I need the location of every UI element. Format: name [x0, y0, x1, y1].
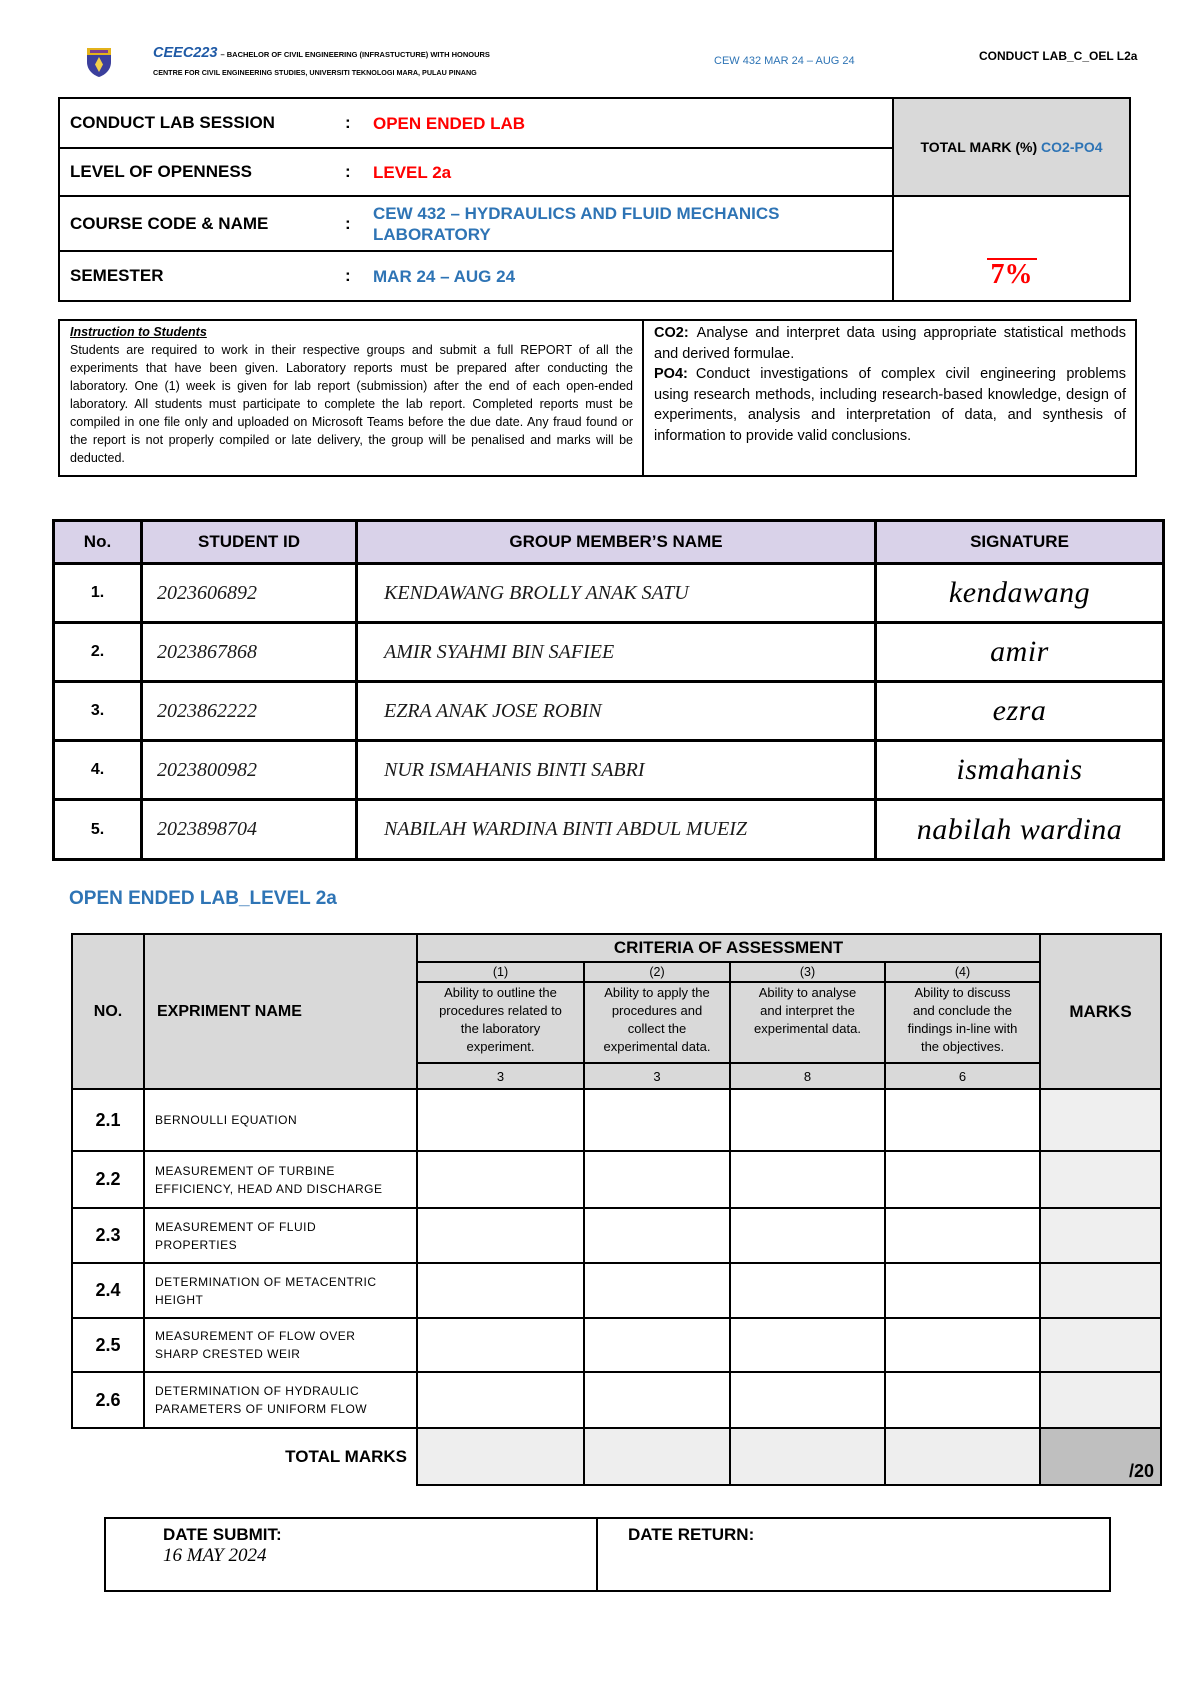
- criterion-score-cell: [885, 1089, 1040, 1151]
- info-label-course: COURSE CODE & NAME: [59, 196, 345, 251]
- experiment-row: [72, 1372, 1161, 1428]
- member-signature: nabilah wardina: [876, 800, 1164, 860]
- info-value-semester: MAR 24 – AUG 24: [373, 251, 893, 301]
- criterion-score-cell: [730, 1089, 885, 1151]
- info-label-semester: SEMESTER: [59, 251, 345, 301]
- criterion-number: (4): [885, 962, 1040, 982]
- member-row: [54, 741, 1164, 800]
- criterion-number: (3): [730, 962, 885, 982]
- total-mark-label: TOTAL MARK (%): [920, 139, 1038, 155]
- criterion-score-cell: [730, 1151, 885, 1208]
- group-header-row: [54, 521, 1164, 564]
- criterion-score-cell: [885, 1151, 1040, 1208]
- experiment-number: 2.6: [72, 1372, 144, 1428]
- criterion-score-cell: [417, 1089, 584, 1151]
- group-members-table: [52, 519, 1165, 861]
- criterion-description: Ability to analyse and interpret the experimental data.: [730, 982, 885, 1063]
- instruction-title: Instruction to Students: [70, 325, 207, 339]
- assessment-header-row: [72, 934, 1161, 962]
- instruction-cell: [59, 320, 643, 476]
- total-mark-percentage: 7%: [987, 258, 1037, 290]
- header-marks: MARKS: [1040, 934, 1161, 1089]
- criterion-score-cell: [584, 1263, 730, 1318]
- criterion-score-cell: [417, 1263, 584, 1318]
- info-value-session: OPEN ENDED LAB: [373, 98, 893, 148]
- dates-row: [105, 1518, 1110, 1591]
- criterion-score-cell: [730, 1208, 885, 1263]
- programme-code: CEEC223: [153, 45, 218, 61]
- header-no: NO.: [72, 934, 144, 1089]
- member-name: NUR ISMAHANIS BINTI SABRI: [357, 741, 876, 800]
- member-student-id: 2023606892: [142, 564, 357, 623]
- experiment-number: 2.2: [72, 1151, 144, 1208]
- programme-name: – BACHELOR OF CIVIL ENGINEERING (INFRASTUCTURE) WITH HONOURS: [220, 50, 490, 59]
- criterion-weight: 6: [885, 1063, 1040, 1089]
- total-mark-value-cell: [893, 196, 1130, 301]
- university-crest-icon: [86, 46, 112, 78]
- criterion-weight: 3: [584, 1063, 730, 1089]
- criterion-description: Ability to discuss and conclude the findings in-line with the objectives.: [885, 982, 1040, 1063]
- experiment-name: DETERMINATION OF METACENTRIC HEIGHT: [144, 1263, 417, 1318]
- outcome-code: PO4:: [654, 366, 688, 382]
- total-criterion-cell: [417, 1428, 584, 1485]
- member-student-id: 2023862222: [142, 682, 357, 741]
- experiment-row: [72, 1151, 1161, 1208]
- criterion-score-cell: [885, 1263, 1040, 1318]
- assessment-table: [71, 933, 1162, 1486]
- info-separator: :: [345, 98, 373, 148]
- member-signature: amir: [876, 623, 1164, 682]
- member-name: KENDAWANG BROLLY ANAK SATU: [357, 564, 876, 623]
- info-separator: :: [345, 196, 373, 251]
- experiment-marks-cell: [1040, 1372, 1161, 1428]
- date-submit-cell: [105, 1518, 597, 1591]
- criterion-description: Ability to outline the procedures related to the laboratory experiment.: [417, 982, 584, 1063]
- header-title-line: [153, 44, 490, 64]
- member-name: AMIR SYAHMI BIN SAFIEE: [357, 623, 876, 682]
- experiment-marks-cell: [1040, 1089, 1161, 1151]
- criterion-score-cell: [584, 1089, 730, 1151]
- header-criteria-title: CRITERIA OF ASSESSMENT: [417, 934, 1040, 962]
- total-marks-out-of: /20: [1040, 1428, 1161, 1485]
- criterion-score-cell: [730, 1318, 885, 1372]
- experiment-name: MEASUREMENT OF TURBINE EFFICIENCY, HEAD AND DISCHARGE: [144, 1151, 417, 1208]
- total-criterion-cell: [885, 1428, 1040, 1485]
- experiment-name: MEASUREMENT OF FLOW OVER SHARP CRESTED WEIR: [144, 1318, 417, 1372]
- experiment-marks-cell: [1040, 1151, 1161, 1208]
- member-name: EZRA ANAK JOSE ROBIN: [357, 682, 876, 741]
- info-value-course: CEW 432 – HYDRAULICS AND FLUID MECHANICS LABORATORY: [373, 196, 893, 251]
- outcome-text: Analyse and interpret data using appropriate statistical methods and derived formulae.: [654, 325, 1126, 362]
- criterion-score-cell: [584, 1372, 730, 1428]
- outcome-po4: [654, 364, 1126, 446]
- criterion-score-cell: [584, 1318, 730, 1372]
- date-submit-value: 16 MAY 2024: [163, 1545, 267, 1566]
- criterion-number: (1): [417, 962, 584, 982]
- member-row: [54, 800, 1164, 860]
- criterion-score-cell: [584, 1208, 730, 1263]
- experiment-number: 2.4: [72, 1263, 144, 1318]
- instruction-body: Students are required to work in their respective groups and submit a full REPORT of all the experiments that have been given. Laboratory reports must be prepared after conducting the laboratory. One (1) week is given for lab report (submission) after the end of each open-ended laboratory. All students must participate to complete the lab report. Completed reports must be compiled in one file only and uploaded on Microsoft Teams before the due date. Any fraud found or the report is not properly compiled or late delivery, the group will be penalised and marks will be deducted.: [70, 343, 633, 465]
- experiment-marks-cell: [1040, 1263, 1161, 1318]
- criterion-score-cell: [730, 1372, 885, 1428]
- criterion-score-cell: [730, 1263, 885, 1318]
- experiment-marks-cell: [1040, 1318, 1161, 1372]
- learning-outcomes-cell: [643, 320, 1136, 476]
- header-student-id: STUDENT ID: [142, 521, 357, 564]
- member-student-id: 2023898704: [142, 800, 357, 860]
- info-separator: :: [345, 251, 373, 301]
- experiment-name: DETERMINATION OF HYDRAULIC PARAMETERS OF UNIFORM FLOW: [144, 1372, 417, 1428]
- total-criterion-cell: [584, 1428, 730, 1485]
- date-return-label: DATE RETURN:: [628, 1525, 755, 1544]
- info-separator: :: [345, 148, 373, 196]
- member-student-id: 2023867868: [142, 623, 357, 682]
- member-signature: ezra: [876, 682, 1164, 741]
- faculty-centre-name: CENTRE FOR CIVIL ENGINEERING STUDIES, UNIVERSITI TEKNOLOGI MARA, PULAU PINANG: [153, 68, 477, 77]
- instruction-row: [59, 320, 1136, 476]
- outcome-text: Conduct investigations of complex civil engineering problems using research methods, including research-based knowledge, design of experiments, analysis and interpretation of data, and synthesis of information to provide valid conclusions.: [654, 366, 1126, 444]
- total-mark-outcome: CO2-PO4: [1041, 139, 1103, 155]
- member-number: 1.: [54, 564, 142, 623]
- lab-info-table: [58, 97, 1131, 302]
- date-return-cell: [597, 1518, 1110, 1591]
- total-marks-row: [72, 1428, 1161, 1485]
- criterion-score-cell: [885, 1372, 1040, 1428]
- member-number: 2.: [54, 623, 142, 682]
- member-row: [54, 623, 1164, 682]
- dates-box: [104, 1517, 1111, 1592]
- member-name: NABILAH WARDINA BINTI ABDUL MUEIZ: [357, 800, 876, 860]
- member-student-id: 2023800982: [142, 741, 357, 800]
- info-label-openness: LEVEL OF OPENNESS: [59, 148, 345, 196]
- experiment-number: 2.1: [72, 1089, 144, 1151]
- member-number: 5.: [54, 800, 142, 860]
- member-number: 4.: [54, 741, 142, 800]
- info-label-session: CONDUCT LAB SESSION: [59, 98, 345, 148]
- header-experiment-name: EXPRIMENT NAME: [144, 934, 417, 1089]
- header-signature: SIGNATURE: [876, 521, 1164, 564]
- experiment-row: [72, 1089, 1161, 1151]
- criterion-score-cell: [417, 1151, 584, 1208]
- criterion-score-cell: [885, 1208, 1040, 1263]
- crest-stripe: [90, 50, 108, 53]
- date-submit-label: DATE SUBMIT:: [163, 1525, 282, 1544]
- criterion-description: Ability to apply the procedures and collect the experimental data.: [584, 982, 730, 1063]
- criterion-weight: 3: [417, 1063, 584, 1089]
- experiment-number: 2.5: [72, 1318, 144, 1372]
- member-row: [54, 564, 1164, 623]
- header-no: No.: [54, 521, 142, 564]
- document-code: CONDUCT LAB_C_OEL L2a: [979, 49, 1138, 63]
- outcome-co2: [654, 323, 1126, 364]
- criterion-score-cell: [885, 1318, 1040, 1372]
- total-marks-label: TOTAL MARKS: [72, 1428, 417, 1485]
- member-signature: kendawang: [876, 564, 1164, 623]
- total-criterion-cell: [730, 1428, 885, 1485]
- experiment-row: [72, 1263, 1161, 1318]
- criterion-score-cell: [417, 1318, 584, 1372]
- experiment-row: [72, 1208, 1161, 1263]
- info-row-course: [59, 196, 1130, 251]
- header-course-semester: CEW 432 MAR 24 – AUG 24: [714, 55, 855, 67]
- experiment-row: [72, 1318, 1161, 1372]
- header-member-name: GROUP MEMBER’S NAME: [357, 521, 876, 564]
- total-mark-header: [893, 98, 1130, 196]
- criterion-score-cell: [584, 1151, 730, 1208]
- outcome-code: CO2:: [654, 325, 689, 341]
- member-signature: ismahanis: [876, 741, 1164, 800]
- criterion-weight: 8: [730, 1063, 885, 1089]
- criterion-score-cell: [417, 1208, 584, 1263]
- criterion-number: (2): [584, 962, 730, 982]
- experiment-name: MEASUREMENT OF FLUID PROPERTIES: [144, 1208, 417, 1263]
- experiment-name: BERNOULLI EQUATION: [144, 1089, 417, 1151]
- experiment-marks-cell: [1040, 1208, 1161, 1263]
- assessment-heading: OPEN ENDED LAB_LEVEL 2a: [69, 888, 337, 909]
- info-row-session: [59, 98, 1130, 148]
- criterion-score-cell: [417, 1372, 584, 1428]
- instruction-box: [58, 319, 1137, 477]
- experiment-number: 2.3: [72, 1208, 144, 1263]
- member-row: [54, 682, 1164, 741]
- info-value-openness: LEVEL 2a: [373, 148, 893, 196]
- member-number: 3.: [54, 682, 142, 741]
